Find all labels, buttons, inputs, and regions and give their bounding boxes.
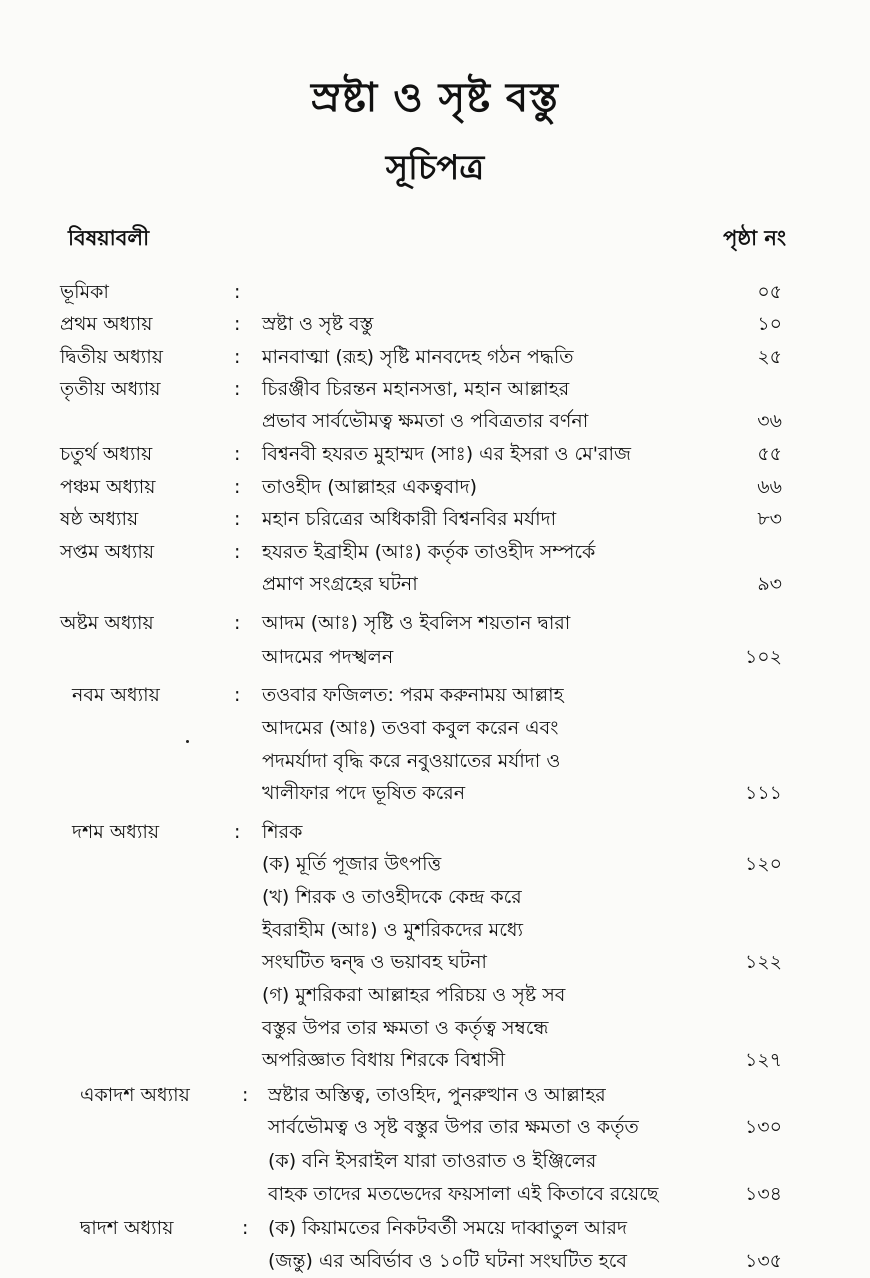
separator-colon: : (234, 612, 241, 634)
separator-colon: : (234, 378, 241, 400)
topic-text: আদম (আঃ) সৃষ্টি ও ইবলিস শয়তান দ্বারা (262, 612, 571, 634)
chapter-label: অষ্টম অধ্যায় (60, 612, 154, 634)
toc-row (0, 404, 870, 438)
topic-text: বস্তুর উপর তার ক্ষমতা ও কর্তৃত্ব সম্বন্ধে (262, 1017, 549, 1039)
toc-row (0, 307, 870, 341)
toc-row (0, 567, 870, 601)
toc-row (0, 678, 870, 712)
page-number: ৬৬ (757, 476, 782, 498)
toc-row (0, 1144, 870, 1178)
toc-row (0, 880, 870, 914)
topic-text: (খ) শিরক ও তাওহীদকে কেন্দ্র করে (262, 886, 522, 908)
page-number: ১৩৪ (744, 1183, 782, 1205)
toc-row (0, 640, 870, 674)
page-number: ১২০ (744, 853, 782, 875)
toc-row (0, 1110, 870, 1144)
toc-row (0, 340, 870, 374)
toc-row (0, 1211, 870, 1245)
toc-row (0, 1078, 870, 1112)
toc-row (0, 776, 870, 810)
topic-text: হযরত ইব্রাহীম (আঃ) কর্তৃক তাওহীদ সম্পর্কে (262, 541, 596, 563)
chapter-label: তৃতীয় অধ্যায় (60, 378, 161, 400)
chapter-label: দশম অধ্যায় (72, 821, 160, 843)
toc-row (0, 1043, 870, 1077)
toc-row (0, 978, 870, 1012)
toc-row (0, 1011, 870, 1045)
chapter-label: চতুর্থ অধ্যায় (60, 443, 153, 465)
toc-row (0, 470, 870, 504)
toc-row (0, 815, 870, 849)
topic-text: চিরঞ্জীব চিরন্তন মহানসত্তা, মহান আল্লাহর (262, 378, 570, 400)
topic-text: আদমের পদস্খলন (262, 646, 394, 668)
page-number: ১১১ (745, 782, 782, 804)
topic-text: শিরক (262, 821, 303, 843)
topic-text: খালীফার পদে ভূষিত করেন (262, 782, 466, 804)
page-number: ১৩০ (744, 1116, 782, 1138)
page-number: ৫৫ (757, 443, 782, 465)
toc-row (0, 744, 870, 778)
topic-text: বাহক তাদের মতভেদের ফয়সালা এই কিতাবে রয়েছে (268, 1183, 659, 1205)
page-number: ০৫ (757, 281, 782, 303)
separator-colon: : (234, 313, 241, 335)
page-number: ১০২ (744, 646, 782, 668)
topic-text: স্রষ্টার অস্তিত্ব, তাওহিদ, পুনরুত্থান ও আল্লাহর (268, 1084, 606, 1106)
separator-colon: : (234, 821, 241, 843)
toc-row (0, 275, 870, 309)
toc-row (0, 437, 870, 471)
topic-text: তওবার ফজিলত: পরম করুনাময় আল্লাহ (262, 684, 564, 706)
chapter-label: একাদশ অধ্যায় (80, 1084, 190, 1106)
chapter-label: পঞ্চম অধ্যায় (60, 476, 156, 498)
topic-text: (ক) কিয়ামতের নিকটবর্তী সময়ে দাব্বাতুল আরদ (268, 1217, 627, 1239)
topic-text: স্রষ্টা ও সৃষ্ট বস্তু (262, 313, 374, 335)
topic-text: পদমর্যাদা বৃদ্ধি করে নবুওয়াতের মর্যাদা ও (262, 750, 561, 772)
topic-text: মানবাত্মা (রূহ) সৃষ্টি মানবদেহ গঠন পদ্ধতি (262, 346, 574, 368)
separator-colon: : (242, 1084, 249, 1106)
toc-row (0, 1177, 870, 1211)
chapter-label: ষষ্ঠ অধ্যায় (60, 508, 139, 530)
toc-row (0, 606, 870, 640)
chapter-label: সপ্তম অধ্যায় (60, 541, 155, 563)
page-number: ১২২ (744, 951, 782, 973)
toc-row (0, 372, 870, 406)
toc-row (0, 502, 870, 536)
stray-dot (186, 740, 189, 743)
topic-text: (ক) মূর্তি পূজার উৎপত্তি (262, 853, 442, 875)
topic-text: অপরিজ্ঞাত বিধায় শিরকে বিশ্বাসী (262, 1049, 506, 1071)
topic-text: মহান চরিত্রের অধিকারী বিশ্বনবির মর্যাদা (262, 508, 557, 530)
topic-text: (জন্তু) এর অবির্ভাব ও ১০টি ঘটনা সংঘটিত হবে (268, 1250, 627, 1272)
topic-text: সার্বভৌমত্ব ও সৃষ্ট বস্তুর উপর তার ক্ষমতা ও কর্তৃত (268, 1116, 639, 1138)
page-number: ৩৬ (757, 410, 782, 432)
toc-row (0, 711, 870, 745)
page-number: ১২৭ (744, 1049, 782, 1071)
chapter-label: ভূমিকা (60, 281, 109, 303)
chapter-label: নবম অধ্যায় (72, 684, 160, 706)
page-number: ৯৩ (757, 573, 782, 595)
chapter-label: প্রথম অধ্যায় (60, 313, 153, 335)
topic-text: সংঘটিত দ্বন্দ্ব ও ভয়াবহ ঘটনা (262, 951, 487, 973)
page-number: ১৩৫ (744, 1250, 782, 1272)
topic-text: প্রমাণ সংগ্রহের ঘটনা (262, 573, 418, 595)
topic-text: প্রভাব সার্বভৌমত্ব ক্ষমতা ও পবিত্রতার বর্ণনা (262, 410, 589, 432)
separator-colon: : (234, 508, 241, 530)
toc-row (0, 847, 870, 881)
subjects-header: বিষয়াবলী (68, 226, 150, 250)
separator-colon: : (234, 541, 241, 563)
page-number: ১০ (757, 313, 782, 335)
topic-text: তাওহীদ (আল্লাহর একত্ববাদ) (262, 476, 478, 498)
topic-text: আদমের (আঃ) তওবা কবুল করেন এবং (262, 717, 559, 739)
topic-text: (গ) মুশরিকরা আল্লাহর পরিচয় ও সৃষ্ট সব (262, 984, 566, 1006)
toc-row (0, 1244, 870, 1278)
chapter-label: দ্বাদশ অধ্যায় (80, 1217, 174, 1239)
toc-row (0, 913, 870, 947)
separator-colon: : (234, 281, 241, 303)
toc-row (0, 945, 870, 979)
topic-text: (ক) বনি ইসরাইল যারা তাওরাত ও ইঞ্জিলের (268, 1150, 597, 1172)
book-title: স্রষ্টা ও সৃষ্ট বস্তু (311, 75, 559, 121)
page-number: ৮৩ (757, 508, 782, 530)
separator-colon: : (234, 346, 241, 368)
toc-title: সূচিপত্র (385, 148, 485, 188)
separator-colon: : (242, 1217, 249, 1239)
page-number-header: পৃষ্ঠা নং (723, 226, 786, 250)
topic-text: বিশ্বনবী হযরত মুহাম্মদ (সাঃ) এর ইসরা ও মে'রাজ (262, 443, 631, 465)
separator-colon: : (234, 443, 241, 465)
toc-row (0, 535, 870, 569)
topic-text: ইবরাহীম (আঃ) ও মুশরিকদের মধ্যে (262, 919, 524, 941)
separator-colon: : (234, 684, 241, 706)
separator-colon: : (234, 476, 241, 498)
chapter-label: দ্বিতীয় অধ্যায় (60, 346, 163, 368)
page-number: ২৫ (757, 346, 782, 368)
